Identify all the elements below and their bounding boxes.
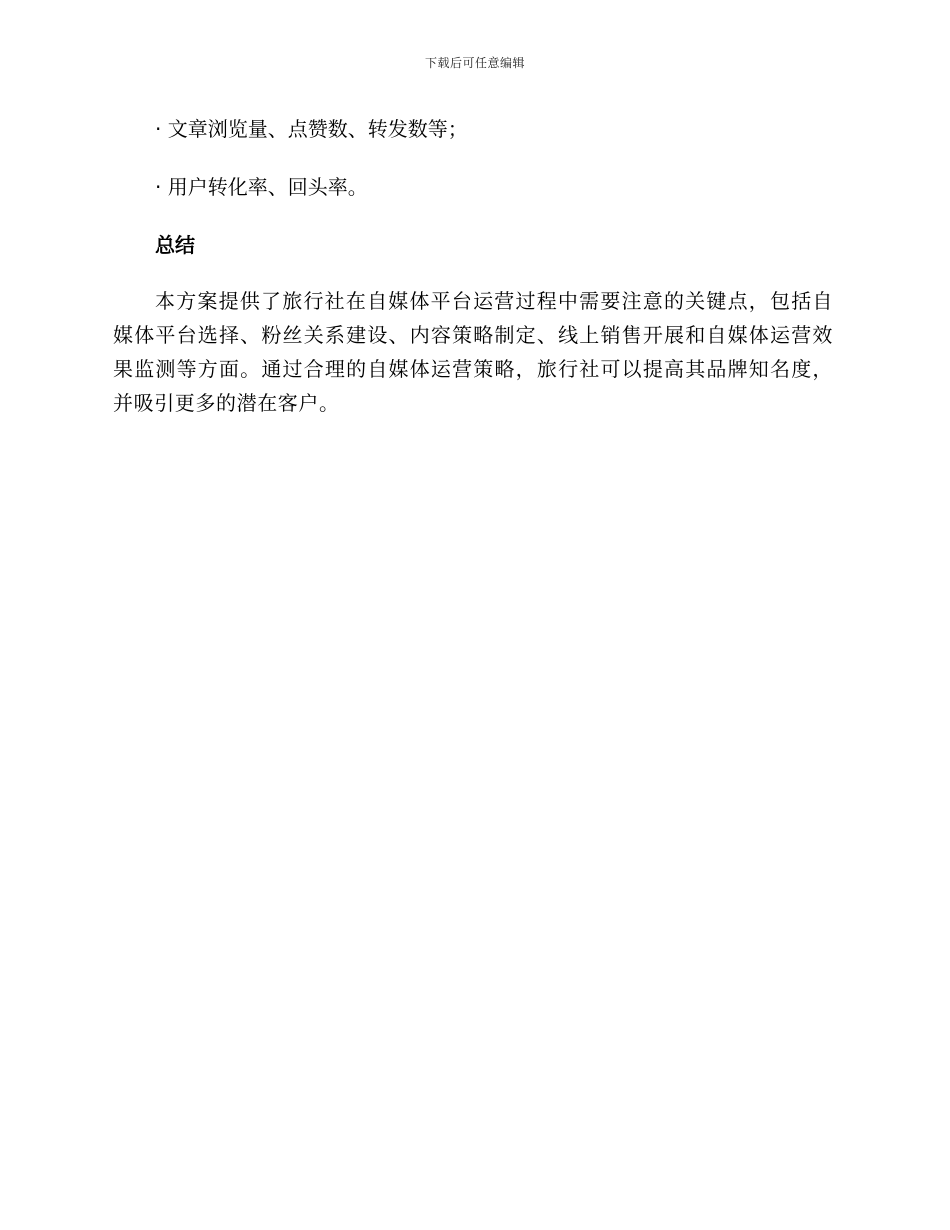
section-heading-summary: 总结 xyxy=(155,233,195,257)
summary-paragraph: 本方案提供了旅行社在自媒体平台运营过程中需要注意的关键点，包括自媒体平台选择、粉丝关系建设、内容策略制定、线上销售开展和自媒体运营效果监测等方面。通过合理的自媒体运营策略，旅行社可以提高其品牌知名度，并吸引更多的潜在客户。 xyxy=(113,289,833,415)
document-body xyxy=(113,114,833,420)
bullet-item-metrics: · 文章浏览量、点赞数、转发数等； xyxy=(155,117,468,141)
bullet-item-conversion: · 用户转化率、回头率。 xyxy=(155,175,368,199)
page-header: 下载后可任意编辑 xyxy=(424,56,525,70)
